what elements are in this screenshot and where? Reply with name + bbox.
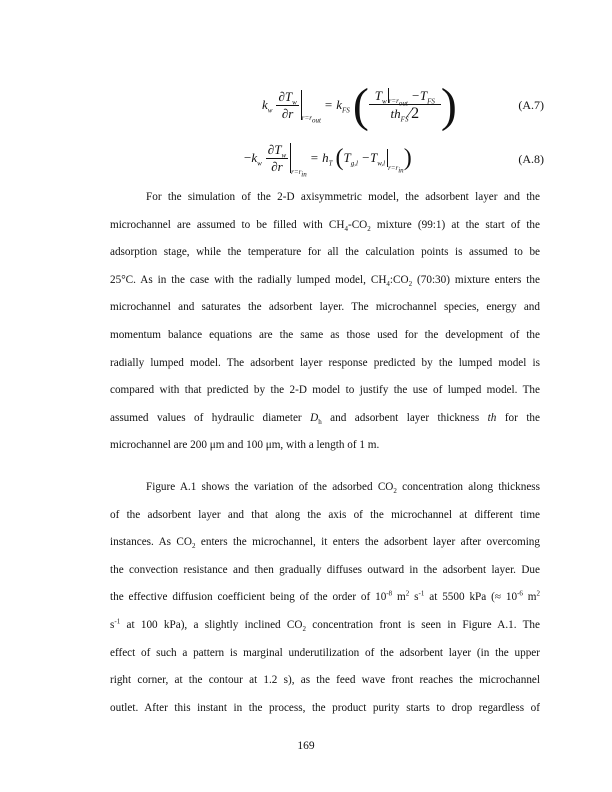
text-line: of the adsorbent layer and that along the axis of the microchannel at different time (110, 508, 540, 521)
text-line: 25°C. As in the case with the radially lumped model, $CH_4:CO_2$ (70:30) mixture enters the (110, 273, 540, 289)
text-line: effect of such a pattern is marginal underutilization of the adsorbent layer (in the upper (110, 646, 540, 659)
text-line: right corner, at the contour at 1.2 s), as the feed wave front reaches the microchannel (110, 674, 540, 687)
text-line: the effective diffusion coefficient being of the order of $10^{-8}$ $m^2$ $s^{-1}$ at 5500 kPa (≈ $10^{-6}$ $m^2$ (110, 589, 541, 604)
paragraph-figure-a1-discussion (110, 474, 540, 722)
text-line: the convection resistance and then gradually diffuses outward in the adsorbent layer. Due (110, 563, 540, 576)
equation-a7: $k_w$ $\frac{\partial T_w}{\partial r}$ $r=r_{out}$ = $k_{FS}$ ( $\frac{T_w _{r=r_{out}} -T_{FS}}{th_{FS}⁄2}$ ) (262, 78, 457, 132)
text-line: radially lumped model. The adsorbent layer response predicted by the lumped model is (110, 356, 540, 369)
text-line: microchannel and saturates the adsorbent layer. The microchannel species, energy and (110, 301, 540, 314)
text-line: For the simulation of the 2-D axisymmetric model, the adsorbent layer and the (146, 191, 540, 203)
text-line: instances. As $CO_2$ enters the microchannel, it enters the adsorbent layer after overcoming (110, 536, 540, 551)
equation-number-a8: (A.8) (518, 152, 544, 166)
equation-a8: − $k_w$ $\frac{\partial T_w}{\partial r}$ $r=r_{in}$ = $h_T$ ( $T_{g,l} -T_{w,l}$ $r=r_{in}$ ) (244, 141, 412, 179)
text-line: compared with that predicted by the 2-D model to justify the use of lumped model. The (110, 384, 540, 397)
text-line: outlet. After this instant in the process, the product purity starts to drop regardless of (110, 701, 540, 714)
page-number: 169 (297, 740, 315, 752)
text-line: microchannel are 200 μm and 100 μm, with a length of 1 m. (110, 439, 380, 452)
text-line: assumed values of hydraulic diameter $D_h$ and adsorbent layer thickness th for the (110, 411, 540, 426)
equation-number-a7: (A.7) (518, 98, 544, 112)
paragraph-simulation-setup (110, 184, 540, 460)
text-line: $s^{-1}$ at 100 kPa), a slightly inclined $CO_2$ concentration front is seen in Figure A.1. The (110, 617, 540, 634)
text-line: adsorption stage, while the temperature for all the calculation points is assumed to be (110, 246, 540, 259)
text-line: momentum balance equations are the same as those used for the development of the (110, 328, 540, 341)
text-line: Figure A.1 shows the variation of the adsorbed $CO_2$ concentration along thickness (146, 481, 540, 496)
text-line: microchannel are assumed to be filled with $CH_4-CO_2$ mixture (99:1) at the start of the (110, 218, 540, 233)
